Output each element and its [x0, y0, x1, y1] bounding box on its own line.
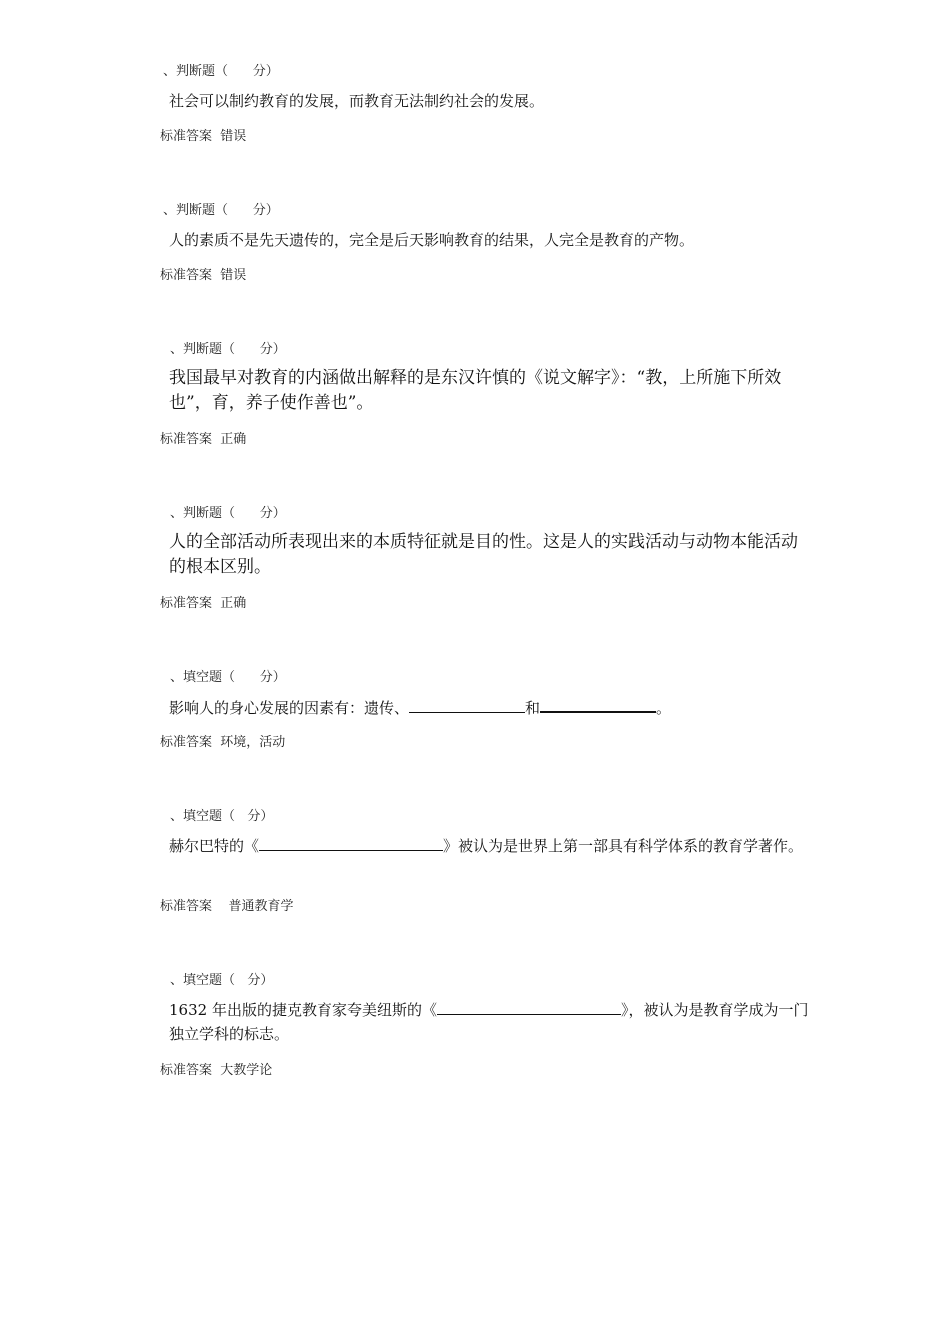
- question-text: 社会可以制约教育的发展，而教育无法制约社会的发展。: [169, 92, 545, 110]
- fill-blank: [259, 836, 443, 851]
- standard-answer: 标准答案 环境，活动: [160, 735, 286, 750]
- text-part: 1632 年出版的捷克教育家夸美纽斯的《: [169, 1001, 437, 1019]
- question-text: [169, 696, 814, 720]
- question-text: 我国最早对教育的内涵做出解释的是东汉许慎的《说文解字》：“教，上所施下所效也”，育，养子使作善也”。: [169, 368, 782, 413]
- question-text: [169, 834, 814, 858]
- question-text: 人的全部活动所表现出来的本质特征就是目的性。这是人的实践活动与动物本能活动的根本区别。: [169, 532, 798, 577]
- text-part: 》被认为是世界上第一部具有科学体系的教育学著作。: [443, 837, 804, 855]
- question-header: 、判断题（ 分）: [163, 203, 279, 218]
- question-header: 、判断题（ 分）: [163, 64, 279, 79]
- text-part: 影响人的身心发展的因素有：遗传、: [169, 699, 410, 717]
- standard-answer: 标准答案 错误: [160, 129, 247, 144]
- fill-blank: [540, 697, 656, 713]
- standard-answer: 标准答案 大教学论: [160, 1063, 273, 1078]
- question-header: 、填空题（ 分）: [170, 809, 274, 824]
- question-header: 、判断题（ 分）: [170, 342, 286, 357]
- question-text: [169, 998, 814, 1046]
- standard-answer: 标准答案 正确: [160, 596, 247, 611]
- question-header: 、填空题（ 分）: [170, 670, 286, 685]
- text-part: 和: [525, 699, 541, 717]
- fill-blank: [409, 698, 525, 713]
- standard-answer: 标准答案 正确: [160, 432, 247, 447]
- text-part: 。: [656, 699, 672, 717]
- standard-answer: 标准答案 错误: [160, 268, 247, 283]
- text-part: 》，被认为是教育学成为一门独立学科的标志。: [169, 1001, 809, 1043]
- fill-blank: [437, 1000, 621, 1015]
- question-header: 、填空题（ 分）: [170, 973, 274, 988]
- text-part: 赫尔巴特的《: [169, 837, 260, 855]
- question-header: 、判断题（ 分）: [170, 506, 286, 521]
- question-text: 人的素质不是先天遗传的，完全是后天影响教育的结果，人完全是教育的产物。: [169, 231, 695, 249]
- standard-answer: 标准答案 普通教育学: [160, 899, 294, 914]
